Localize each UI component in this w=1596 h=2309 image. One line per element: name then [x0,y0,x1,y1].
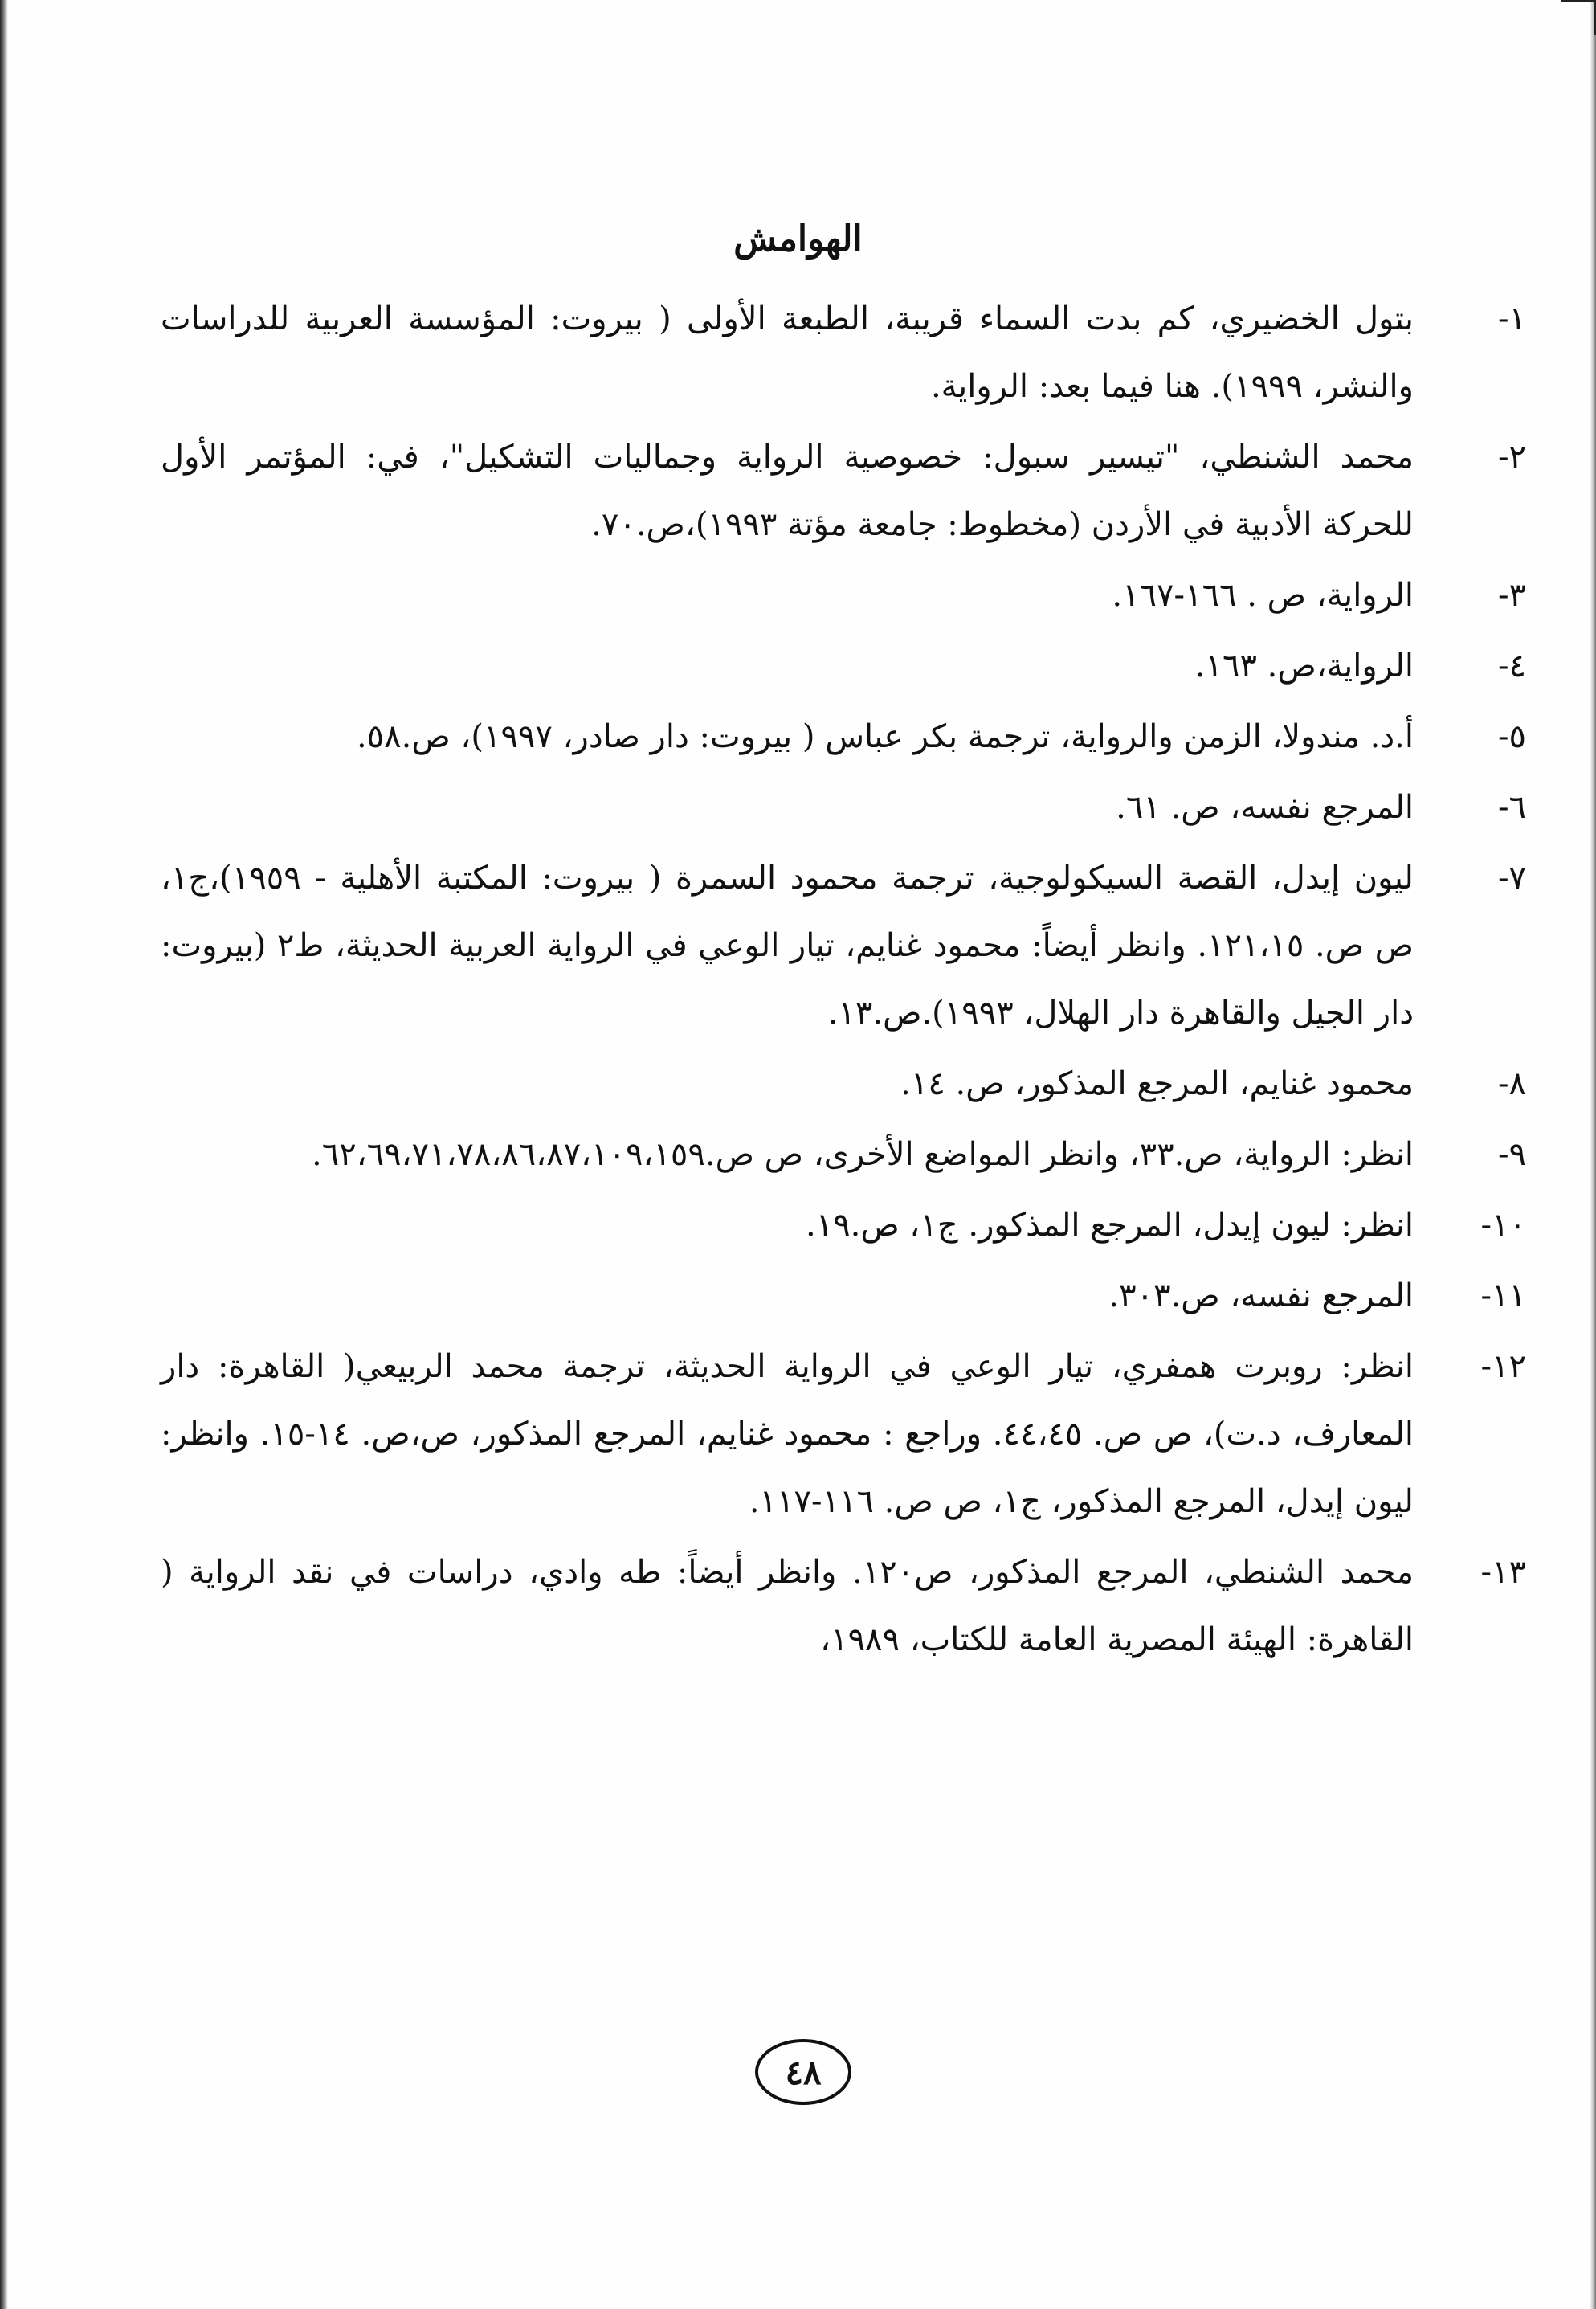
footnote-8 [161,1050,1526,1118]
footnote-text: انظر: الرواية، ص.٣٣، وانظر المواضع الأخرى، ص ص.٦٢،٦٩،٧١،٧٨،٨٦،٨٧،١٠٩،١٥٩. [312,1136,1414,1173]
footnote-text: محمد الشنطي، "تيسير سبول: خصوصية الرواية وجماليات التشكيل"، في: المؤتمر الأول للحركة الأدبية في الأردن (مخطوط: جامعة مؤتة ١٩٩٣)،ص.٧٠. [161,439,1414,543]
scan-edge-right [1590,0,1596,2309]
footnote-text: بتول الخضيري، كم بدت السماء قريبة، الطبعة الأولى ( بيروت: المؤسسة العربية للدراسات والنشر، ١٩٩٩). هنا فيما بعد: الرواية. [161,300,1414,405]
footnote-number: ٧- [1498,860,1526,897]
footnote-text: أ.د. مندولا، الزمن والرواية، ترجمة بكر عباس ( بيروت: دار صادر، ١٩٩٧)، ص.٥٨. [356,718,1414,755]
footnote-text: الرواية،ص. ١٦٣. [1194,648,1414,685]
footnote-10 [161,1191,1526,1259]
scan-corner-mark [1561,0,1596,35]
footnote-number: ١٢- [1480,1348,1526,1385]
footnote-3 [161,562,1526,629]
footnote-12 [161,1333,1526,1535]
footnote-text: المرجع نفسه، ص.٣٠٣. [1108,1277,1414,1314]
footnote-number: ٤- [1498,648,1526,685]
footnote-5 [161,703,1526,770]
footnote-number: ٢- [1498,439,1526,476]
page-number: ٤٨ [755,2039,851,2105]
scan-edge-left [0,0,8,2309]
footnote-number: ٥- [1498,718,1526,755]
footnote-number: ٣- [1498,577,1526,614]
footnote-13 [161,1539,1526,1674]
footnote-7 [161,844,1526,1047]
footnote-number: ١٠- [1480,1207,1526,1244]
footnote-number: ٨- [1498,1065,1526,1102]
footnote-number: ١١- [1480,1277,1526,1314]
footnote-text: انظر: ليون إيدل، المرجع المذكور. ج١، ص.١٩. [805,1207,1414,1244]
footnotes-list [161,285,1526,1677]
footnote-4 [161,632,1526,700]
footnote-text: ليون إيدل، القصة السيكولوجية، ترجمة محمود السمرة ( بيروت: المكتبة الأهلية - ١٩٥٩)،ج١، ص ص. ١٢١،١٥. وانظر أيضاً: محمود غنايم، تيار الوعي في الرواية العربية الحديثة، ط٢ (بيروت: دار الجيل والقاهرة دار الهلال، ١٩٩٣).ص.١٣. [161,860,1414,1032]
footnote-6 [161,774,1526,841]
footnote-text: محمود غنايم، المرجع المذكور، ص. ١٤. [900,1065,1414,1102]
footnote-number: ١- [1498,300,1526,337]
footnote-text: المرجع نفسه، ص. ٦١. [1116,789,1414,826]
footnote-2 [161,423,1526,558]
footnote-number: ١٣- [1480,1554,1526,1591]
footnote-9 [161,1121,1526,1188]
footnote-text: انظر: روبرت همفري، تيار الوعي في الرواية الحديثة، ترجمة محمد الربيعي( القاهرة: دار المعارف، د.ت)، ص ص. ٤٤،٤٥. وراجع : محمود غنايم، المرجع المذكور، ص،ص. ١٤-١٥. وانظر: ليون إيدل، المرجع المذكور، ج١، ص ص. ١١٦-١١٧. [161,1348,1414,1520]
footnote-number: ٦- [1498,789,1526,826]
page-title: الهوامش [733,219,863,260]
footnote-11 [161,1262,1526,1330]
footnote-text: محمد الشنطي، المرجع المذكور، ص١٢٠. وانظر أيضاً: طه وادي، دراسات في نقد الرواية ( القاهرة: الهيئة المصرية العامة للكتاب، ١٩٨٩، [161,1554,1414,1658]
footnote-text: الرواية، ص . ١٦٦-١٦٧. [1112,577,1414,614]
footnote-1 [161,285,1526,420]
footnote-number: ٩- [1498,1136,1526,1173]
